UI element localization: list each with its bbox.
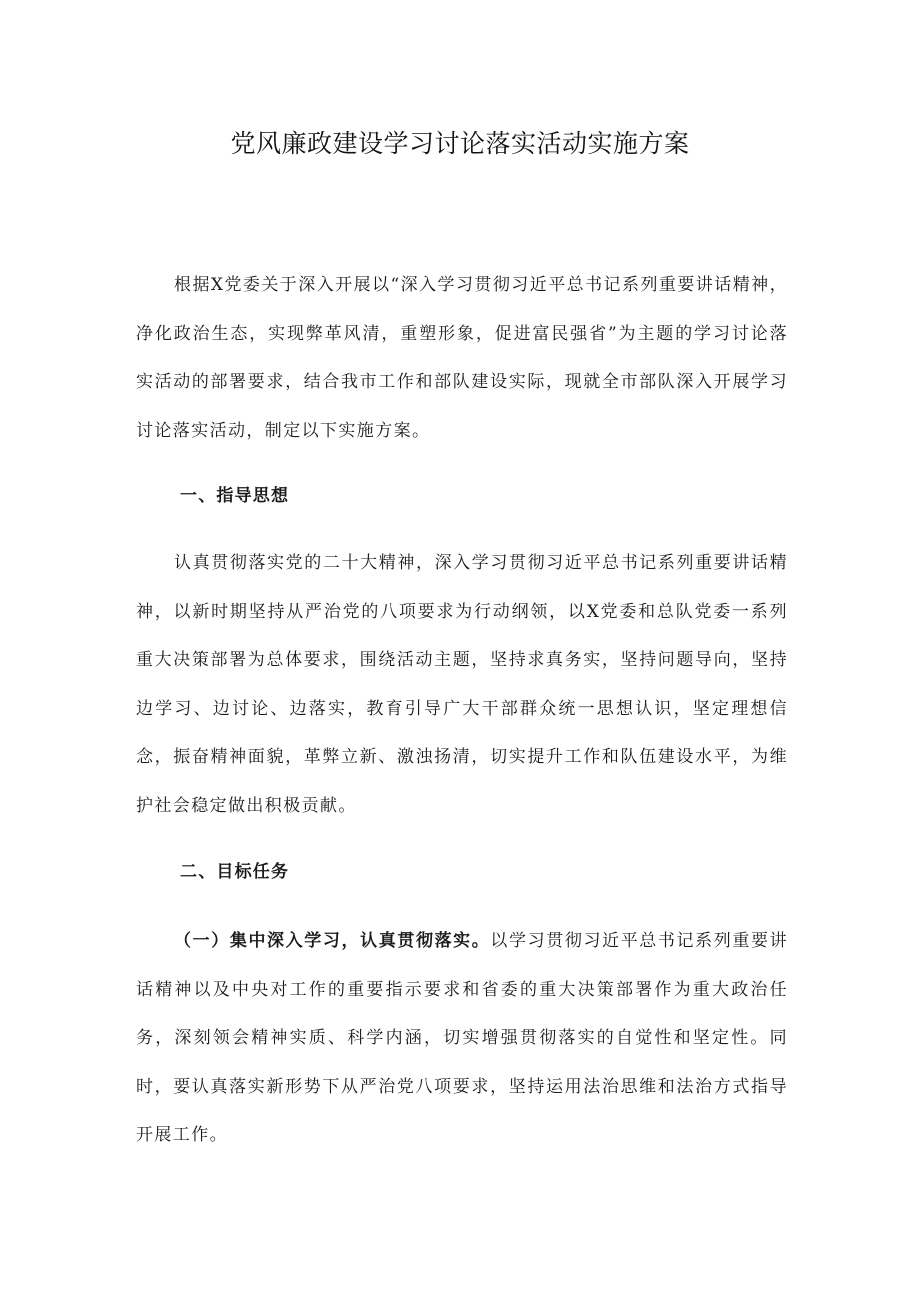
document-title: 党风廉政建设学习讨论落实活动实施方案 <box>230 129 690 158</box>
section-heading-goals-tasks: 二、目标任务 <box>180 862 290 882</box>
intro-paragraph: 根据X党委关于深入开展以“深入学习贯彻习近平总书记系列重要讲话精神，净化政治生态，实现弊革风清，重塑形象，促进富民强省”为主题的学习讨论落实活动的部署要求，结合我市工作和部队建设实际，现就全市部队深入开展学习讨论落实活动，制定以下实施方案。 <box>136 275 788 441</box>
goals-item-1-paragraph <box>136 917 788 1160</box>
goals-item-1-body: 以学习贯彻习近平总书记系列重要讲话精神以及中央对工作的重要指示要求和省委的重大决策部署作为重大政治任务，深刻领会精神实质、科学内涵，切实增强贯彻落实的自觉性和坚定性。同时，要认真落实新形势下从严治党八项要求，坚持运用法治思维和法治方式指导开展工作。 <box>136 931 788 1145</box>
guiding-ideology-paragraph: 认真贯彻落实党的二十大精神，深入学习贯彻习近平总书记系列重要讲话精神，以新时期坚持从严治党的八项要求为行动纲领，以X党委和总队党委一系列重大决策部署为总体要求，围绕活动主题，坚持求真务实，坚持问题导向，坚持边学习、边讨论、边落实，教育引导广大干部群众统一思想认识，坚定理想信念，振奋精神面貌，革弊立新、激浊扬清，切实提升工作和队伍建设水平，为维护社会稳定做出积极贡献。 <box>136 553 788 816</box>
section-heading-guiding-ideology: 一、指导思想 <box>180 486 290 506</box>
goals-item-1-lead: （一）集中深入学习，认真贯彻落实。 <box>174 931 491 951</box>
